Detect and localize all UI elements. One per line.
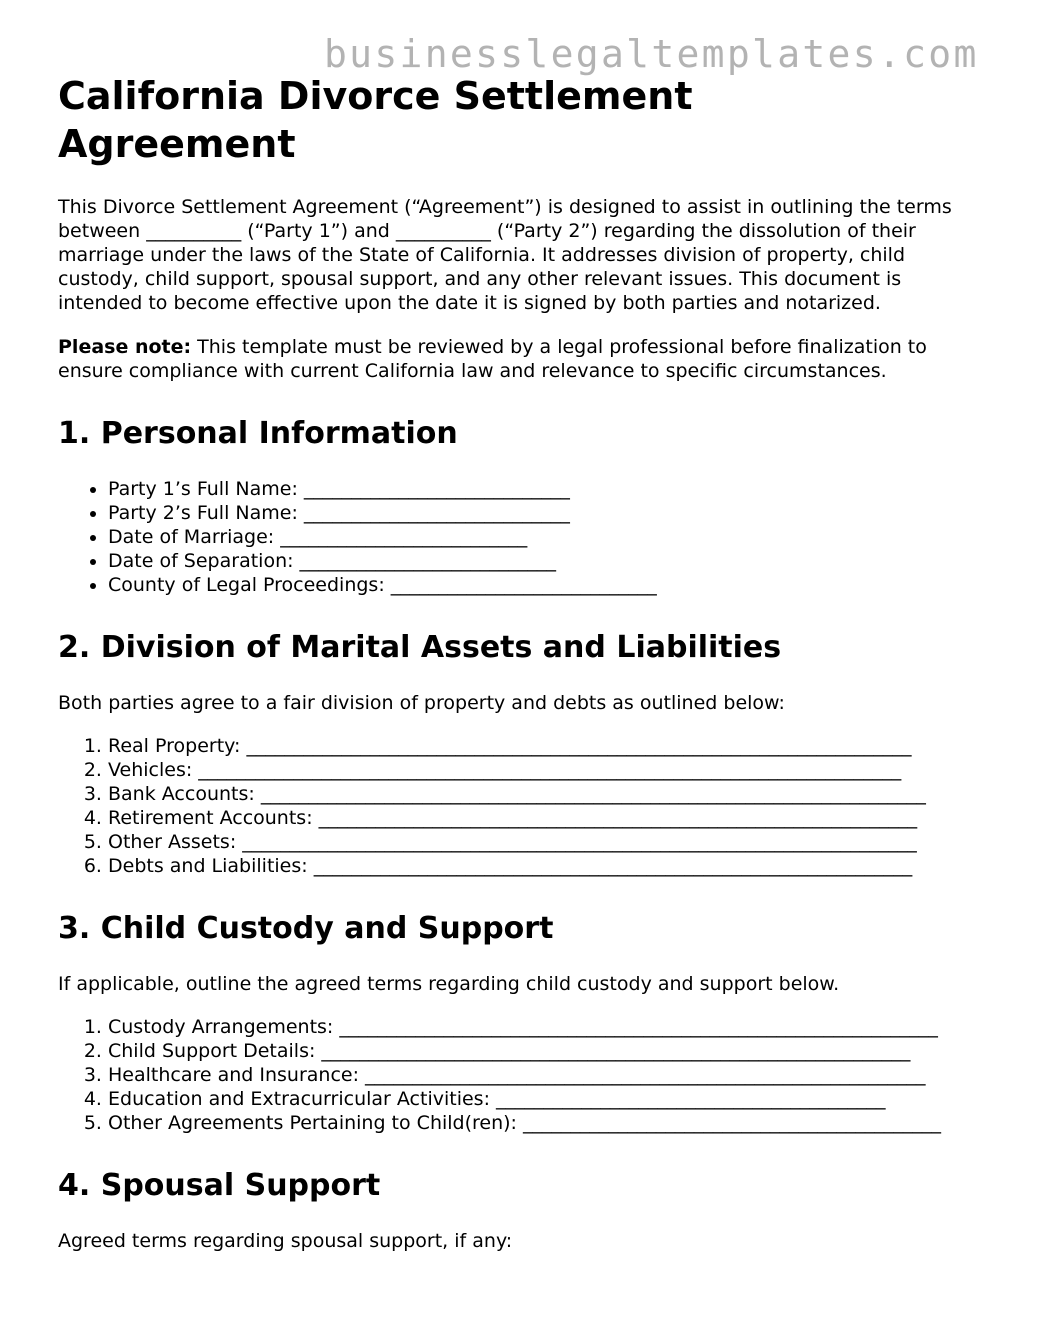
document-title: California Divorce Settlement Agreement bbox=[58, 74, 693, 166]
section-intro: Both parties agree to a fair division of property and debts as outlined below: bbox=[58, 692, 785, 714]
list-item: • Date of Separation: ___________________________ bbox=[108, 549, 988, 573]
section-intro: If applicable, outline the agreed terms regarding child custody and support below. bbox=[58, 973, 840, 995]
document-content bbox=[58, 72, 988, 1272]
list-item: 6. Debts and Liabilities: _______________________________________________________________ bbox=[108, 854, 988, 878]
section-heading: 4. Spousal Support bbox=[58, 1168, 381, 1203]
list-item: • Party 2’s Full Name: ____________________________ bbox=[108, 501, 988, 525]
list-item: • Party 1’s Full Name: ____________________________ bbox=[108, 477, 988, 501]
note-paragraph bbox=[58, 335, 988, 383]
section-personal-information bbox=[58, 416, 988, 597]
section-spousal-support bbox=[58, 1168, 988, 1253]
list-item: 4. Retirement Accounts: _______________________________________________________________ bbox=[108, 806, 988, 830]
personal-info-list bbox=[58, 477, 988, 597]
section-heading: 3. Child Custody and Support bbox=[58, 911, 554, 946]
list-item: 5. Other Assets: _______________________________________________________________________ bbox=[108, 830, 988, 854]
list-item: • Date of Marriage: __________________________ bbox=[108, 525, 988, 549]
section-intro: Agreed terms regarding spousal support, if any: bbox=[58, 1230, 513, 1252]
list-item: 2. Child Support Details: ______________________________________________________________ bbox=[108, 1039, 988, 1063]
intro-paragraph: This Divorce Settlement Agreement (“Agreement”) is designed to assist in outlining the terms between __________ (“Party 1”) and __________ (“Party 2”) regarding the dissolution of their marriage under the laws of the State of California. It addresses division of property, child custody, child support, spousal support, and any other relevant issues. This document is intended to become effective upon the date it is signed by both parties and notarized. bbox=[58, 196, 952, 314]
assets-list bbox=[58, 734, 988, 878]
section-heading: 1. Personal Information bbox=[58, 416, 458, 451]
custody-list bbox=[58, 1015, 988, 1135]
section-child-custody bbox=[58, 911, 988, 1135]
list-item: 2. Vehicles: __________________________________________________________________________ bbox=[108, 758, 988, 782]
watermark: businesslegaltemplates.com bbox=[324, 32, 979, 76]
note-text: This template must be reviewed by a legal professional before finalization to ensure compliance with current California law and relevance to specific circumstances. bbox=[58, 336, 927, 382]
list-item: • County of Legal Proceedings: ____________________________ bbox=[108, 573, 988, 597]
list-item: 3. Healthcare and Insurance: ___________________________________________________________ bbox=[108, 1063, 988, 1087]
section-division-of-assets bbox=[58, 630, 988, 878]
list-item: 1. Custody Arrangements: _______________________________________________________________ bbox=[108, 1015, 988, 1039]
list-item: 1. Real Property: ______________________________________________________________________ bbox=[108, 734, 988, 758]
section-heading: 2. Division of Marital Assets and Liabilities bbox=[58, 630, 782, 665]
note-label: Please note: bbox=[58, 336, 192, 358]
list-item: 5. Other Agreements Pertaining to Child(ren): ____________________________________________ bbox=[108, 1111, 988, 1135]
list-item: 3. Bank Accounts: ______________________________________________________________________ bbox=[108, 782, 988, 806]
list-item: 4. Education and Extracurricular Activities: _________________________________________ bbox=[108, 1087, 988, 1111]
